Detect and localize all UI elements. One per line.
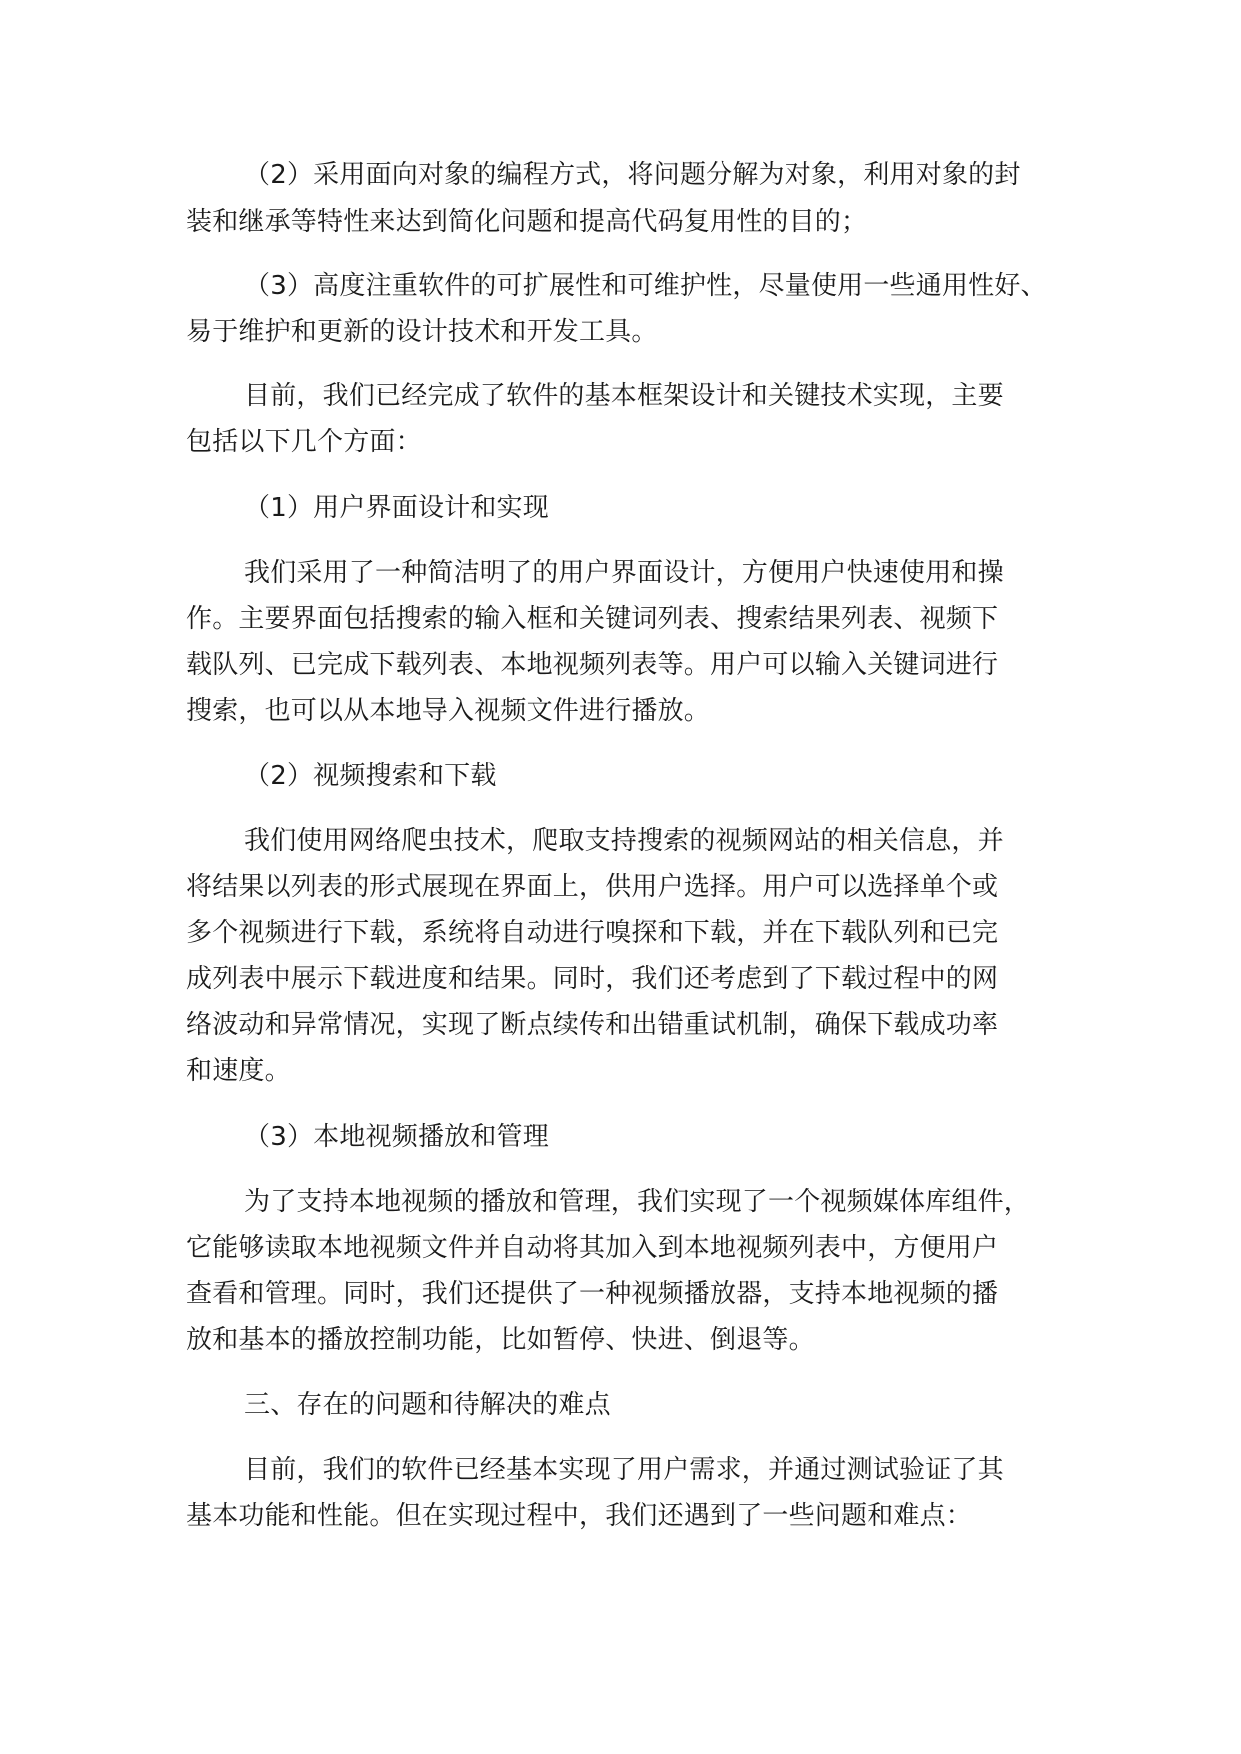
paragraph-line: 放和基本的播放控制功能，比如暂停、快进、倒退等。 (186, 1325, 815, 1355)
paragraph-line: （3）高度注重软件的可扩展性和可维护性，尽量使用一些通用性好、 (244, 271, 1047, 301)
paragraph-line: 搜索，也可以从本地导入视频文件进行播放。 (186, 696, 711, 726)
paragraph-line: （2）采用面向对象的编程方式，将问题分解为对象，利用对象的封 (244, 160, 1021, 190)
paragraph-line: 成列表中展示下载进度和结果。同时，我们还考虑到了下载过程中的网 (186, 964, 999, 994)
paragraph-line: 载队列、已完成下载列表、本地视频列表等。用户可以输入关键词进行 (186, 650, 999, 680)
paragraph-line: 目前，我们已经完成了软件的基本框架设计和关键技术实现，主要 (244, 381, 1004, 411)
paragraph-line: 络波动和异常情况，实现了断点续传和出错重试机制，确保下载成功率 (186, 1010, 999, 1040)
paragraph-line: 为了支持本地视频的播放和管理，我们实现了一个视频媒体库组件， (244, 1187, 1031, 1217)
section-heading: （3）本地视频播放和管理 (244, 1122, 549, 1152)
paragraph-line: 我们采用了一种简洁明了的用户界面设计，方便用户快速使用和操 (244, 558, 1004, 588)
paragraph-line: 和速度。 (186, 1056, 291, 1086)
paragraph-line: 包括以下几个方面： (186, 427, 422, 457)
section-heading: （2）视频搜索和下载 (244, 761, 497, 791)
paragraph-line: 装和继承等特性来达到简化问题和提高代码复用性的目的； (186, 207, 868, 237)
paragraph-line: 我们使用网络爬虫技术，爬取支持搜索的视频网站的相关信息，并 (244, 826, 1004, 856)
paragraph-line: 它能够读取本地视频文件并自动将其加入到本地视频列表中，方便用户 (186, 1233, 999, 1263)
paragraph-line: 目前，我们的软件已经基本实现了用户需求，并通过测试验证了其 (244, 1455, 1004, 1485)
paragraph-line: 将结果以列表的形式展现在界面上，供用户选择。用户可以选择单个或 (186, 872, 999, 902)
section-heading: （1）用户界面设计和实现 (244, 493, 549, 523)
paragraph-line: 查看和管理。同时，我们还提供了一种视频播放器，支持本地视频的播 (186, 1279, 999, 1309)
paragraph-line: 基本功能和性能。但在实现过程中，我们还遇到了一些问题和难点： (186, 1501, 973, 1531)
paragraph-line: 作。主要界面包括搜索的输入框和关键词列表、搜索结果列表、视频下 (186, 604, 999, 634)
paragraph-line: 易于维护和更新的设计技术和开发工具。 (186, 317, 658, 347)
paragraph-line: 多个视频进行下载，系统将自动进行嗅探和下载，并在下载队列和已完 (186, 918, 999, 948)
chapter-heading: 三、存在的问题和待解决的难点 (244, 1390, 611, 1420)
